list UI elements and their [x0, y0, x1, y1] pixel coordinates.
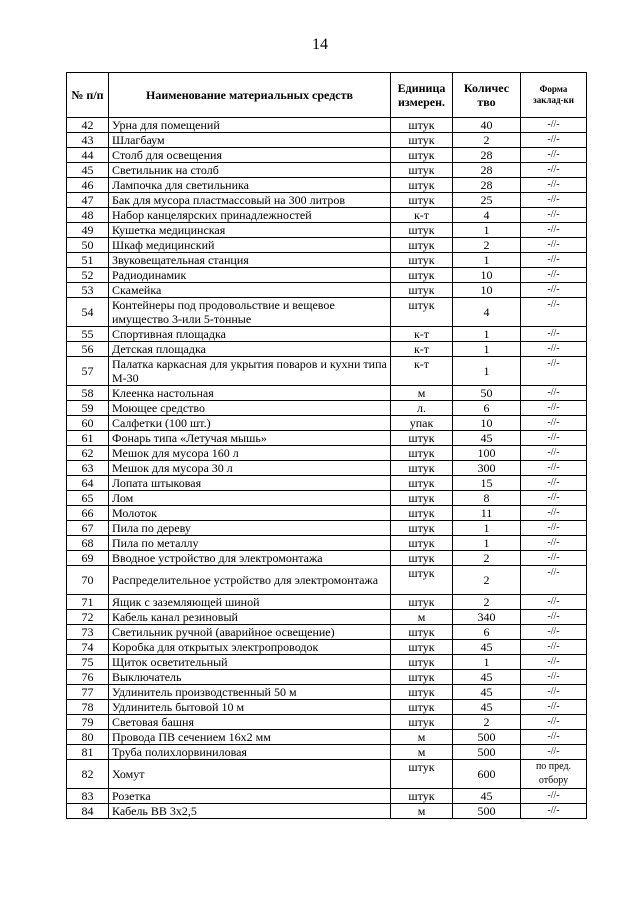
cell-name: Моющее средство: [109, 401, 391, 416]
cell-quantity: 2: [453, 595, 521, 610]
cell-quantity: 11: [453, 506, 521, 521]
cell-number: 67: [67, 521, 109, 536]
cell-unit: штук: [391, 118, 453, 133]
cell-unit: упак: [391, 416, 453, 431]
table-row: [67, 283, 587, 298]
cell-name: Распределительное устройство для электромонтажа: [109, 566, 391, 595]
cell-name: Щиток осветительный: [109, 655, 391, 670]
cell-number: 49: [67, 223, 109, 238]
cell-form: по пред. отбору: [521, 760, 587, 789]
cell-form: -//-: [521, 491, 587, 506]
cell-number: 52: [67, 268, 109, 283]
cell-name: Пила по металлу: [109, 536, 391, 551]
cell-quantity: 6: [453, 401, 521, 416]
cell-quantity: 28: [453, 148, 521, 163]
cell-form: -//-: [521, 506, 587, 521]
table-row: [67, 655, 587, 670]
cell-quantity: 600: [453, 760, 521, 789]
cell-form: -//-: [521, 133, 587, 148]
cell-form: -//-: [521, 789, 587, 804]
cell-number: 71: [67, 595, 109, 610]
table-body: [67, 118, 587, 819]
table-row: [67, 700, 587, 715]
cell-form: -//-: [521, 700, 587, 715]
cell-number: 69: [67, 551, 109, 566]
cell-form: -//-: [521, 148, 587, 163]
cell-number: 83: [67, 789, 109, 804]
cell-unit: штук: [391, 163, 453, 178]
cell-unit: штук: [391, 178, 453, 193]
header-form: Форма заклад-ки: [521, 73, 587, 118]
table-row: [67, 461, 587, 476]
cell-form: -//-: [521, 640, 587, 655]
cell-form: -//-: [521, 223, 587, 238]
cell-quantity: 340: [453, 610, 521, 625]
cell-quantity: 10: [453, 416, 521, 431]
cell-quantity: 45: [453, 700, 521, 715]
cell-number: 77: [67, 685, 109, 700]
cell-number: 47: [67, 193, 109, 208]
cell-number: 79: [67, 715, 109, 730]
cell-name: Коробка для открытых электропроводок: [109, 640, 391, 655]
materials-table: [66, 72, 587, 819]
cell-number: 74: [67, 640, 109, 655]
cell-form: -//-: [521, 298, 587, 327]
cell-number: 48: [67, 208, 109, 223]
cell-form: -//-: [521, 804, 587, 819]
cell-name: Палатка каркасная для укрытия поваров и кухни типа М-30: [109, 357, 391, 386]
cell-unit: штук: [391, 640, 453, 655]
cell-number: 46: [67, 178, 109, 193]
cell-name: Фонарь типа «Летучая мышь»: [109, 431, 391, 446]
table-row: [67, 416, 587, 431]
cell-unit: м: [391, 804, 453, 819]
cell-quantity: 2: [453, 551, 521, 566]
cell-form: -//-: [521, 327, 587, 342]
cell-form: -//-: [521, 163, 587, 178]
cell-form: -//-: [521, 730, 587, 745]
cell-name: Столб для освещения: [109, 148, 391, 163]
cell-unit: м: [391, 745, 453, 760]
cell-name: Труба полихлорвиниловая: [109, 745, 391, 760]
table-row: [67, 625, 587, 640]
cell-quantity: 25: [453, 193, 521, 208]
table-row: [67, 386, 587, 401]
table-row: [67, 118, 587, 133]
table-header-row: [67, 73, 587, 118]
cell-name: Урна для помещений: [109, 118, 391, 133]
cell-number: 63: [67, 461, 109, 476]
cell-number: 55: [67, 327, 109, 342]
cell-form: -//-: [521, 745, 587, 760]
table-row: [67, 476, 587, 491]
cell-name: Удлинитель бытовой 10 м: [109, 700, 391, 715]
cell-number: 60: [67, 416, 109, 431]
cell-unit: штук: [391, 133, 453, 148]
cell-name: Пила по дереву: [109, 521, 391, 536]
cell-number: 78: [67, 700, 109, 715]
cell-number: 57: [67, 357, 109, 386]
cell-unit: штук: [391, 655, 453, 670]
header-quantity: Количес тво: [453, 73, 521, 118]
cell-number: 56: [67, 342, 109, 357]
cell-name: Кабель канал резиновый: [109, 610, 391, 625]
cell-form: -//-: [521, 283, 587, 298]
cell-number: 76: [67, 670, 109, 685]
table-row: [67, 193, 587, 208]
cell-quantity: 28: [453, 163, 521, 178]
table-row: [67, 357, 587, 386]
cell-unit: штук: [391, 253, 453, 268]
cell-name: Детская площадка: [109, 342, 391, 357]
cell-number: 44: [67, 148, 109, 163]
cell-form: -//-: [521, 431, 587, 446]
table-row: [67, 223, 587, 238]
cell-unit: штук: [391, 670, 453, 685]
cell-unit: штук: [391, 298, 453, 327]
table-row: [67, 178, 587, 193]
cell-number: 65: [67, 491, 109, 506]
cell-name: Клеенка настольная: [109, 386, 391, 401]
table-row: [67, 551, 587, 566]
cell-quantity: 10: [453, 268, 521, 283]
cell-number: 72: [67, 610, 109, 625]
cell-unit: штук: [391, 789, 453, 804]
cell-quantity: 15: [453, 476, 521, 491]
cell-name: Лампочка для светильника: [109, 178, 391, 193]
cell-unit: штук: [391, 715, 453, 730]
cell-number: 82: [67, 760, 109, 789]
table-row: [67, 431, 587, 446]
cell-form: -//-: [521, 521, 587, 536]
table-row: [67, 566, 587, 595]
cell-quantity: 500: [453, 804, 521, 819]
cell-name: Провода ПВ сечением 16х2 мм: [109, 730, 391, 745]
table-row: [67, 148, 587, 163]
cell-form: -//-: [521, 118, 587, 133]
cell-number: 66: [67, 506, 109, 521]
cell-quantity: 4: [453, 208, 521, 223]
table-row: [67, 760, 587, 789]
table-row: [67, 745, 587, 760]
cell-name: Скамейка: [109, 283, 391, 298]
table-row: [67, 298, 587, 327]
cell-unit: штук: [391, 506, 453, 521]
cell-unit: штук: [391, 536, 453, 551]
cell-quantity: 8: [453, 491, 521, 506]
table-row: [67, 536, 587, 551]
cell-number: 70: [67, 566, 109, 595]
cell-name: Бак для мусора пластмассовый на 300 литров: [109, 193, 391, 208]
table-row: [67, 401, 587, 416]
cell-name: Розетка: [109, 789, 391, 804]
table-row: [67, 163, 587, 178]
cell-unit: м: [391, 386, 453, 401]
cell-unit: штук: [391, 193, 453, 208]
cell-quantity: 6: [453, 625, 521, 640]
cell-quantity: 1: [453, 536, 521, 551]
cell-quantity: 1: [453, 655, 521, 670]
cell-form: -//-: [521, 536, 587, 551]
cell-unit: штук: [391, 283, 453, 298]
table-row: [67, 715, 587, 730]
cell-unit: штук: [391, 700, 453, 715]
cell-name: Световая башня: [109, 715, 391, 730]
table-row: [67, 640, 587, 655]
header-name: Наименование материальных средств: [109, 73, 391, 118]
cell-number: 61: [67, 431, 109, 446]
cell-name: Удлинитель производственный 50 м: [109, 685, 391, 700]
cell-form: -//-: [521, 461, 587, 476]
cell-name: Мешок для мусора 30 л: [109, 461, 391, 476]
cell-quantity: 45: [453, 431, 521, 446]
cell-quantity: 2: [453, 715, 521, 730]
cell-unit: штук: [391, 521, 453, 536]
cell-form: -//-: [521, 386, 587, 401]
cell-name: Ящик с заземляющей шиной: [109, 595, 391, 610]
cell-form: -//-: [521, 446, 587, 461]
page-number: 14: [312, 36, 328, 53]
cell-quantity: 1: [453, 357, 521, 386]
cell-name: Контейнеры под продовольствие и вещевое имущество 3-или 5-тонные: [109, 298, 391, 327]
cell-form: -//-: [521, 670, 587, 685]
cell-number: 73: [67, 625, 109, 640]
cell-form: -//-: [521, 178, 587, 193]
cell-unit: м: [391, 730, 453, 745]
cell-form: -//-: [521, 253, 587, 268]
cell-number: 80: [67, 730, 109, 745]
cell-unit: штук: [391, 685, 453, 700]
cell-number: 81: [67, 745, 109, 760]
table-row: [67, 670, 587, 685]
header-number: № п/п: [67, 73, 109, 118]
cell-quantity: 100: [453, 446, 521, 461]
cell-name: Спортивная площадка: [109, 327, 391, 342]
cell-unit: штук: [391, 491, 453, 506]
table-row: [67, 730, 587, 745]
cell-unit: штук: [391, 148, 453, 163]
table-row: [67, 610, 587, 625]
cell-name: Набор канцелярских принадлежностей: [109, 208, 391, 223]
table-row: [67, 506, 587, 521]
cell-quantity: 45: [453, 640, 521, 655]
table-row: [67, 685, 587, 700]
cell-unit: штук: [391, 238, 453, 253]
cell-unit: штук: [391, 446, 453, 461]
cell-unit: к-т: [391, 208, 453, 223]
cell-name: Радиодинамик: [109, 268, 391, 283]
cell-form: -//-: [521, 268, 587, 283]
cell-number: 42: [67, 118, 109, 133]
cell-number: 45: [67, 163, 109, 178]
table-row: [67, 268, 587, 283]
cell-number: 43: [67, 133, 109, 148]
table-row: [67, 253, 587, 268]
cell-name: Вводное устройство для электромонтажа: [109, 551, 391, 566]
cell-quantity: 1: [453, 521, 521, 536]
cell-form: -//-: [521, 715, 587, 730]
cell-unit: л.: [391, 401, 453, 416]
cell-form: -//-: [521, 595, 587, 610]
header-unit: Единица измерен.: [391, 73, 453, 118]
table-row: [67, 521, 587, 536]
cell-number: 59: [67, 401, 109, 416]
cell-quantity: 10: [453, 283, 521, 298]
cell-quantity: 4: [453, 298, 521, 327]
table-row: [67, 342, 587, 357]
cell-quantity: 2: [453, 238, 521, 253]
cell-number: 54: [67, 298, 109, 327]
cell-quantity: 1: [453, 342, 521, 357]
cell-form: -//-: [521, 566, 587, 595]
cell-number: 68: [67, 536, 109, 551]
cell-name: Светильник ручной (аварийное освещение): [109, 625, 391, 640]
cell-form: -//-: [521, 238, 587, 253]
table-row: [67, 446, 587, 461]
cell-number: 50: [67, 238, 109, 253]
cell-unit: штук: [391, 595, 453, 610]
cell-number: 58: [67, 386, 109, 401]
cell-unit: к-т: [391, 327, 453, 342]
cell-quantity: 500: [453, 730, 521, 745]
cell-name: Салфетки (100 шт.): [109, 416, 391, 431]
cell-name: Мешок для мусора 160 л: [109, 446, 391, 461]
cell-quantity: 45: [453, 789, 521, 804]
table-row: [67, 804, 587, 819]
cell-unit: штук: [391, 760, 453, 789]
table-row: [67, 789, 587, 804]
cell-unit: штук: [391, 268, 453, 283]
cell-quantity: 40: [453, 118, 521, 133]
cell-form: -//-: [521, 685, 587, 700]
cell-number: 51: [67, 253, 109, 268]
cell-quantity: 300: [453, 461, 521, 476]
cell-number: 62: [67, 446, 109, 461]
cell-name: Шкаф медицинский: [109, 238, 391, 253]
cell-name: Лом: [109, 491, 391, 506]
cell-form: -//-: [521, 357, 587, 386]
cell-form: -//-: [521, 655, 587, 670]
table-row: [67, 595, 587, 610]
table-row: [67, 133, 587, 148]
cell-name: Молоток: [109, 506, 391, 521]
table-row: [67, 238, 587, 253]
cell-form: -//-: [521, 551, 587, 566]
cell-unit: штук: [391, 431, 453, 446]
cell-form: -//-: [521, 342, 587, 357]
cell-quantity: 28: [453, 178, 521, 193]
cell-quantity: 500: [453, 745, 521, 760]
cell-name: Кушетка медицинская: [109, 223, 391, 238]
cell-name: Светильник на столб: [109, 163, 391, 178]
table-row: [67, 208, 587, 223]
cell-unit: штук: [391, 625, 453, 640]
cell-unit: к-т: [391, 342, 453, 357]
cell-name: Звуковещательная станция: [109, 253, 391, 268]
cell-quantity: 45: [453, 685, 521, 700]
cell-name: Лопата штыковая: [109, 476, 391, 491]
table-row: [67, 491, 587, 506]
cell-unit: к-т: [391, 357, 453, 386]
cell-number: 53: [67, 283, 109, 298]
cell-number: 64: [67, 476, 109, 491]
cell-form: -//-: [521, 610, 587, 625]
table-row: [67, 327, 587, 342]
cell-number: 75: [67, 655, 109, 670]
cell-name: Выключатель: [109, 670, 391, 685]
cell-quantity: 1: [453, 223, 521, 238]
cell-form: -//-: [521, 401, 587, 416]
cell-name: Шлагбаум: [109, 133, 391, 148]
cell-quantity: 45: [453, 670, 521, 685]
cell-number: 84: [67, 804, 109, 819]
cell-form: -//-: [521, 416, 587, 431]
cell-unit: штук: [391, 223, 453, 238]
cell-quantity: 1: [453, 327, 521, 342]
cell-unit: штук: [391, 461, 453, 476]
cell-unit: штук: [391, 566, 453, 595]
cell-unit: штук: [391, 476, 453, 491]
cell-quantity: 50: [453, 386, 521, 401]
cell-form: -//-: [521, 193, 587, 208]
cell-name: Хомут: [109, 760, 391, 789]
cell-quantity: 2: [453, 133, 521, 148]
cell-name: Кабель ВВ 3х2,5: [109, 804, 391, 819]
cell-form: -//-: [521, 625, 587, 640]
cell-quantity: 2: [453, 566, 521, 595]
cell-unit: штук: [391, 551, 453, 566]
cell-unit: м: [391, 610, 453, 625]
cell-form: -//-: [521, 208, 587, 223]
cell-form: -//-: [521, 476, 587, 491]
cell-quantity: 1: [453, 253, 521, 268]
